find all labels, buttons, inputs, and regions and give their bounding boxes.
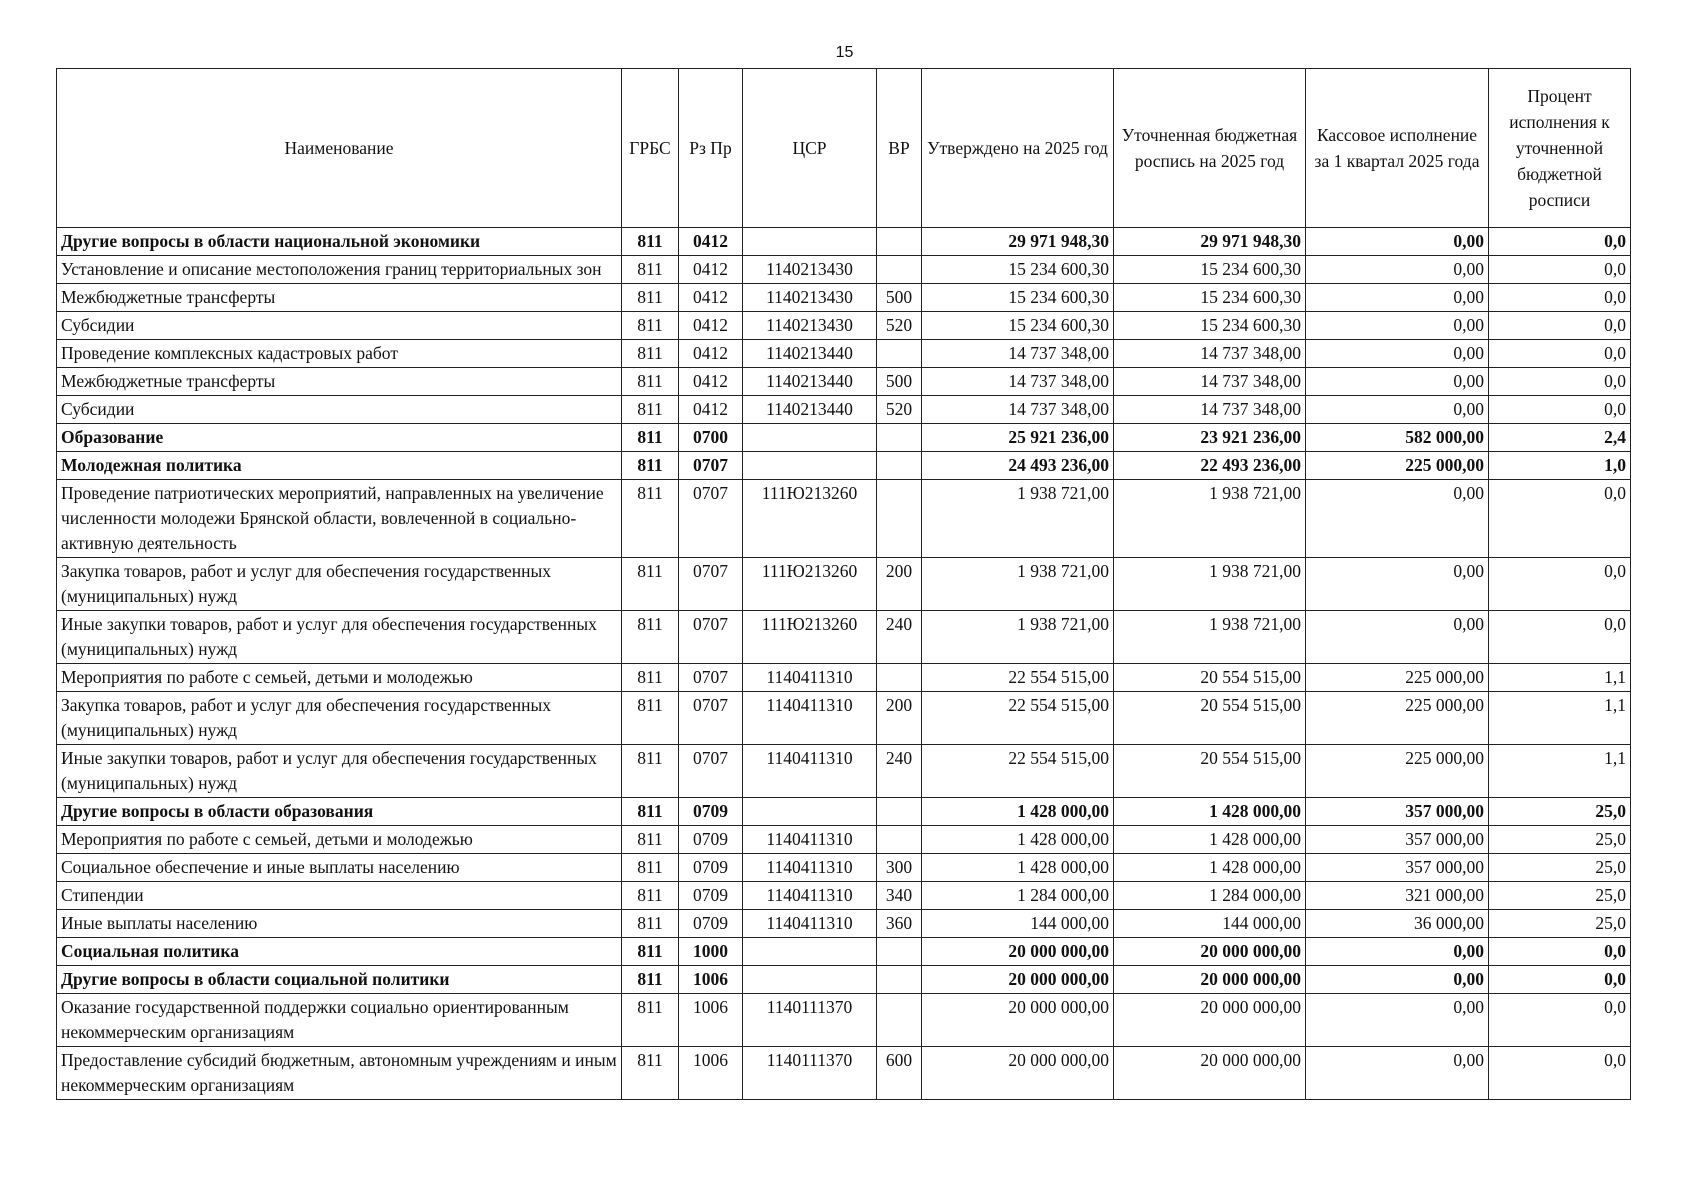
cell-vr: 300 xyxy=(877,854,922,882)
cell-name: Социальная политика xyxy=(57,938,622,966)
cell-rzpr: 0709 xyxy=(679,798,743,826)
cell-vr xyxy=(877,480,922,558)
cell-rzpr: 0709 xyxy=(679,854,743,882)
cell-approved: 20 000 000,00 xyxy=(922,938,1114,966)
cell-csr: 1140411310 xyxy=(743,882,877,910)
cell-refined: 1 938 721,00 xyxy=(1114,611,1306,664)
cell-percent: 1,1 xyxy=(1489,692,1631,745)
table-row xyxy=(57,854,1631,882)
cell-cash: 0,00 xyxy=(1306,396,1489,424)
cell-percent: 0,0 xyxy=(1489,966,1631,994)
cell-csr: 1140411310 xyxy=(743,664,877,692)
cell-refined: 14 737 348,00 xyxy=(1114,340,1306,368)
cell-refined: 1 428 000,00 xyxy=(1114,798,1306,826)
table-row xyxy=(57,994,1631,1047)
cell-percent: 25,0 xyxy=(1489,798,1631,826)
cell-approved: 1 938 721,00 xyxy=(922,611,1114,664)
cell-grbs: 811 xyxy=(622,480,679,558)
cell-rzpr: 0412 xyxy=(679,312,743,340)
cell-cash: 0,00 xyxy=(1306,938,1489,966)
cell-percent: 25,0 xyxy=(1489,826,1631,854)
cell-name: Закупка товаров, работ и услуг для обеспечения государственных (муниципальных) нужд xyxy=(57,692,622,745)
cell-approved: 20 000 000,00 xyxy=(922,994,1114,1047)
cell-approved: 1 938 721,00 xyxy=(922,480,1114,558)
cell-grbs: 811 xyxy=(622,745,679,798)
cell-vr xyxy=(877,424,922,452)
cell-rzpr: 0707 xyxy=(679,664,743,692)
cell-refined: 1 938 721,00 xyxy=(1114,480,1306,558)
cell-vr xyxy=(877,966,922,994)
cell-percent: 0,0 xyxy=(1489,368,1631,396)
cell-grbs: 811 xyxy=(622,854,679,882)
cell-rzpr: 0707 xyxy=(679,692,743,745)
cell-grbs: 811 xyxy=(622,882,679,910)
cell-csr: 1140411310 xyxy=(743,826,877,854)
cell-approved: 29 971 948,30 xyxy=(922,228,1114,256)
cell-refined: 1 428 000,00 xyxy=(1114,854,1306,882)
cell-csr: 1140411310 xyxy=(743,745,877,798)
cell-percent: 1,0 xyxy=(1489,452,1631,480)
cell-vr xyxy=(877,452,922,480)
cell-cash: 0,00 xyxy=(1306,228,1489,256)
table-row xyxy=(57,745,1631,798)
cell-grbs: 811 xyxy=(622,611,679,664)
cell-approved: 1 284 000,00 xyxy=(922,882,1114,910)
cell-rzpr: 0412 xyxy=(679,340,743,368)
cell-rzpr: 1006 xyxy=(679,1047,743,1100)
cell-grbs: 811 xyxy=(622,396,679,424)
cell-vr xyxy=(877,340,922,368)
table-row-section xyxy=(57,228,1631,256)
cell-approved: 1 428 000,00 xyxy=(922,798,1114,826)
cell-grbs: 811 xyxy=(622,826,679,854)
table-row xyxy=(57,692,1631,745)
cell-vr xyxy=(877,994,922,1047)
cell-grbs: 811 xyxy=(622,312,679,340)
cell-grbs: 811 xyxy=(622,910,679,938)
cell-refined: 20 000 000,00 xyxy=(1114,994,1306,1047)
cell-rzpr: 1006 xyxy=(679,994,743,1047)
cell-percent: 0,0 xyxy=(1489,994,1631,1047)
budget-execution-table xyxy=(56,68,1631,1100)
table-row-section xyxy=(57,966,1631,994)
cell-name: Другие вопросы в области социальной политики xyxy=(57,966,622,994)
cell-csr: 1140213440 xyxy=(743,368,877,396)
cell-percent: 2,4 xyxy=(1489,424,1631,452)
cell-cash: 0,00 xyxy=(1306,480,1489,558)
table-row xyxy=(57,312,1631,340)
cell-grbs: 811 xyxy=(622,1047,679,1100)
cell-grbs: 811 xyxy=(622,938,679,966)
cell-rzpr: 0707 xyxy=(679,611,743,664)
cell-grbs: 811 xyxy=(622,452,679,480)
cell-vr xyxy=(877,938,922,966)
cell-csr: 1140411310 xyxy=(743,910,877,938)
cell-cash: 225 000,00 xyxy=(1306,452,1489,480)
cell-grbs: 811 xyxy=(622,994,679,1047)
cell-refined: 14 737 348,00 xyxy=(1114,396,1306,424)
cell-vr xyxy=(877,798,922,826)
cell-cash: 357 000,00 xyxy=(1306,826,1489,854)
cell-refined: 20 554 515,00 xyxy=(1114,745,1306,798)
cell-refined: 1 938 721,00 xyxy=(1114,558,1306,611)
table-row xyxy=(57,1047,1631,1100)
cell-percent: 0,0 xyxy=(1489,1047,1631,1100)
header-vr: ВР xyxy=(877,69,922,228)
cell-vr: 200 xyxy=(877,692,922,745)
cell-vr: 520 xyxy=(877,312,922,340)
cell-vr: 520 xyxy=(877,396,922,424)
cell-rzpr: 1006 xyxy=(679,966,743,994)
cell-refined: 22 493 236,00 xyxy=(1114,452,1306,480)
cell-refined: 20 000 000,00 xyxy=(1114,938,1306,966)
cell-csr: 1140111370 xyxy=(743,1047,877,1100)
cell-rzpr: 0412 xyxy=(679,256,743,284)
cell-cash: 225 000,00 xyxy=(1306,745,1489,798)
cell-percent: 0,0 xyxy=(1489,312,1631,340)
cell-percent: 1,1 xyxy=(1489,745,1631,798)
table-row xyxy=(57,284,1631,312)
header-csr: ЦСР xyxy=(743,69,877,228)
cell-vr: 360 xyxy=(877,910,922,938)
cell-rzpr: 0709 xyxy=(679,826,743,854)
cell-vr xyxy=(877,228,922,256)
table-row xyxy=(57,826,1631,854)
table-row xyxy=(57,882,1631,910)
cell-name: Иные закупки товаров, работ и услуг для обеспечения государственных (муниципальных) нужд xyxy=(57,611,622,664)
cell-approved: 22 554 515,00 xyxy=(922,745,1114,798)
cell-name: Иные выплаты населению xyxy=(57,910,622,938)
cell-approved: 1 938 721,00 xyxy=(922,558,1114,611)
cell-grbs: 811 xyxy=(622,558,679,611)
cell-rzpr: 0707 xyxy=(679,745,743,798)
cell-csr: 1140411310 xyxy=(743,692,877,745)
cell-name: Межбюджетные трансферты xyxy=(57,284,622,312)
cell-csr xyxy=(743,798,877,826)
cell-csr xyxy=(743,452,877,480)
cell-grbs: 811 xyxy=(622,692,679,745)
cell-percent: 1,1 xyxy=(1489,664,1631,692)
cell-rzpr: 0707 xyxy=(679,558,743,611)
cell-name: Иные закупки товаров, работ и услуг для обеспечения государственных (муниципальных) нужд xyxy=(57,745,622,798)
cell-approved: 144 000,00 xyxy=(922,910,1114,938)
cell-csr: 111Ю213260 xyxy=(743,558,877,611)
cell-cash: 225 000,00 xyxy=(1306,692,1489,745)
cell-name: Межбюджетные трансферты xyxy=(57,368,622,396)
cell-csr: 1140213440 xyxy=(743,340,877,368)
cell-approved: 15 234 600,30 xyxy=(922,312,1114,340)
cell-percent: 25,0 xyxy=(1489,882,1631,910)
cell-approved: 15 234 600,30 xyxy=(922,284,1114,312)
cell-grbs: 811 xyxy=(622,284,679,312)
cell-csr: 1140213440 xyxy=(743,396,877,424)
cell-name: Проведение комплексных кадастровых работ xyxy=(57,340,622,368)
cell-csr xyxy=(743,228,877,256)
cell-cash: 0,00 xyxy=(1306,256,1489,284)
cell-csr xyxy=(743,966,877,994)
cell-refined: 29 971 948,30 xyxy=(1114,228,1306,256)
cell-name: Образование xyxy=(57,424,622,452)
cell-name: Социальное обеспечение и иные выплаты населению xyxy=(57,854,622,882)
cell-approved: 24 493 236,00 xyxy=(922,452,1114,480)
table-row xyxy=(57,664,1631,692)
cell-approved: 1 428 000,00 xyxy=(922,826,1114,854)
cell-approved: 1 428 000,00 xyxy=(922,854,1114,882)
cell-csr: 111Ю213260 xyxy=(743,611,877,664)
cell-csr: 1140411310 xyxy=(743,854,877,882)
cell-cash: 582 000,00 xyxy=(1306,424,1489,452)
cell-rzpr: 1000 xyxy=(679,938,743,966)
cell-cash: 321 000,00 xyxy=(1306,882,1489,910)
cell-rzpr: 0709 xyxy=(679,882,743,910)
cell-approved: 14 737 348,00 xyxy=(922,340,1114,368)
cell-vr: 240 xyxy=(877,745,922,798)
cell-refined: 15 234 600,30 xyxy=(1114,256,1306,284)
cell-cash: 0,00 xyxy=(1306,558,1489,611)
cell-approved: 15 234 600,30 xyxy=(922,256,1114,284)
cell-refined: 1 284 000,00 xyxy=(1114,882,1306,910)
table-row-section xyxy=(57,798,1631,826)
cell-vr: 240 xyxy=(877,611,922,664)
cell-percent: 0,0 xyxy=(1489,340,1631,368)
header-rzpr: Рз Пр xyxy=(679,69,743,228)
cell-rzpr: 0709 xyxy=(679,910,743,938)
cell-cash: 0,00 xyxy=(1306,340,1489,368)
cell-rzpr: 0412 xyxy=(679,396,743,424)
cell-cash: 0,00 xyxy=(1306,368,1489,396)
cell-approved: 20 000 000,00 xyxy=(922,966,1114,994)
cell-percent: 0,0 xyxy=(1489,256,1631,284)
cell-refined: 20 000 000,00 xyxy=(1114,966,1306,994)
cell-percent: 0,0 xyxy=(1489,611,1631,664)
cell-cash: 0,00 xyxy=(1306,312,1489,340)
cell-percent: 25,0 xyxy=(1489,854,1631,882)
cell-vr xyxy=(877,256,922,284)
header-name: Наименование xyxy=(57,69,622,228)
cell-cash: 0,00 xyxy=(1306,966,1489,994)
cell-refined: 20 554 515,00 xyxy=(1114,664,1306,692)
cell-refined: 15 234 600,30 xyxy=(1114,284,1306,312)
cell-name: Установление и описание местоположения границ территориальных зон xyxy=(57,256,622,284)
cell-cash: 36 000,00 xyxy=(1306,910,1489,938)
table-row-section xyxy=(57,424,1631,452)
cell-percent: 25,0 xyxy=(1489,910,1631,938)
cell-name: Проведение патриотических мероприятий, направленных на увеличение численности молодежи Брянской области, вовлеченной в социально-активную деятельность xyxy=(57,480,622,558)
cell-csr: 1140213430 xyxy=(743,312,877,340)
cell-name: Мероприятия по работе с семьей, детьми и молодежью xyxy=(57,826,622,854)
table-row xyxy=(57,368,1631,396)
cell-refined: 15 234 600,30 xyxy=(1114,312,1306,340)
cell-rzpr: 0707 xyxy=(679,480,743,558)
table-body xyxy=(57,228,1631,1100)
cell-percent: 0,0 xyxy=(1489,396,1631,424)
page-number: 15 xyxy=(835,44,854,61)
table-header xyxy=(57,69,1631,228)
cell-vr: 600 xyxy=(877,1047,922,1100)
table-row-section xyxy=(57,938,1631,966)
cell-cash: 0,00 xyxy=(1306,284,1489,312)
cell-name: Субсидии xyxy=(57,312,622,340)
cell-approved: 22 554 515,00 xyxy=(922,692,1114,745)
cell-csr: 1140111370 xyxy=(743,994,877,1047)
cell-name: Закупка товаров, работ и услуг для обеспечения государственных (муниципальных) нужд xyxy=(57,558,622,611)
cell-csr: 1140213430 xyxy=(743,284,877,312)
cell-percent: 0,0 xyxy=(1489,938,1631,966)
cell-cash: 225 000,00 xyxy=(1306,664,1489,692)
header-percent: Процент исполнения к уточненной бюджетной росписи xyxy=(1489,69,1631,228)
cell-vr: 500 xyxy=(877,284,922,312)
table-row xyxy=(57,611,1631,664)
cell-cash: 0,00 xyxy=(1306,994,1489,1047)
cell-name: Предоставление субсидий бюджетным, автономным учреждениям и иным некоммерческим организациям xyxy=(57,1047,622,1100)
cell-vr xyxy=(877,664,922,692)
cell-grbs: 811 xyxy=(622,798,679,826)
cell-percent: 0,0 xyxy=(1489,284,1631,312)
cell-grbs: 811 xyxy=(622,368,679,396)
cell-csr xyxy=(743,424,877,452)
cell-csr: 1140213430 xyxy=(743,256,877,284)
cell-percent: 0,0 xyxy=(1489,480,1631,558)
cell-csr: 111Ю213260 xyxy=(743,480,877,558)
cell-rzpr: 0412 xyxy=(679,228,743,256)
cell-approved: 22 554 515,00 xyxy=(922,664,1114,692)
cell-rzpr: 0412 xyxy=(679,368,743,396)
header-row xyxy=(57,69,1631,228)
cell-name: Другие вопросы в области образования xyxy=(57,798,622,826)
cell-name: Стипендии xyxy=(57,882,622,910)
table-row xyxy=(57,256,1631,284)
table-row xyxy=(57,558,1631,611)
cell-name: Оказание государственной поддержки социально ориентированным некоммерческим организациям xyxy=(57,994,622,1047)
cell-grbs: 811 xyxy=(622,424,679,452)
cell-percent: 0,0 xyxy=(1489,558,1631,611)
table-row xyxy=(57,340,1631,368)
cell-grbs: 811 xyxy=(622,966,679,994)
cell-name: Мероприятия по работе с семьей, детьми и молодежью xyxy=(57,664,622,692)
cell-refined: 1 428 000,00 xyxy=(1114,826,1306,854)
cell-csr xyxy=(743,938,877,966)
cell-vr: 500 xyxy=(877,368,922,396)
cell-grbs: 811 xyxy=(622,664,679,692)
header-grbs: ГРБС xyxy=(622,69,679,228)
cell-vr: 200 xyxy=(877,558,922,611)
table-row xyxy=(57,910,1631,938)
cell-vr xyxy=(877,826,922,854)
cell-cash: 357 000,00 xyxy=(1306,798,1489,826)
header-cash: Кассовое исполнение за 1 квартал 2025 года xyxy=(1306,69,1489,228)
cell-rzpr: 0707 xyxy=(679,452,743,480)
cell-grbs: 811 xyxy=(622,256,679,284)
cell-refined: 20 000 000,00 xyxy=(1114,1047,1306,1100)
cell-approved: 14 737 348,00 xyxy=(922,368,1114,396)
cell-rzpr: 0700 xyxy=(679,424,743,452)
cell-cash: 0,00 xyxy=(1306,611,1489,664)
cell-name: Субсидии xyxy=(57,396,622,424)
cell-refined: 144 000,00 xyxy=(1114,910,1306,938)
header-approved: Утверждено на 2025 год xyxy=(922,69,1114,228)
cell-percent: 0,0 xyxy=(1489,228,1631,256)
cell-vr: 340 xyxy=(877,882,922,910)
cell-name: Молодежная политика xyxy=(57,452,622,480)
cell-cash: 0,00 xyxy=(1306,1047,1489,1100)
table-row xyxy=(57,396,1631,424)
cell-cash: 357 000,00 xyxy=(1306,854,1489,882)
cell-rzpr: 0412 xyxy=(679,284,743,312)
header-refined: Уточненная бюджетная роспись на 2025 год xyxy=(1114,69,1306,228)
cell-refined: 23 921 236,00 xyxy=(1114,424,1306,452)
table-row xyxy=(57,480,1631,558)
cell-approved: 25 921 236,00 xyxy=(922,424,1114,452)
cell-approved: 20 000 000,00 xyxy=(922,1047,1114,1100)
cell-refined: 20 554 515,00 xyxy=(1114,692,1306,745)
cell-approved: 14 737 348,00 xyxy=(922,396,1114,424)
cell-refined: 14 737 348,00 xyxy=(1114,368,1306,396)
cell-grbs: 811 xyxy=(622,340,679,368)
cell-name: Другие вопросы в области национальной экономики xyxy=(57,228,622,256)
table-row-section xyxy=(57,452,1631,480)
cell-grbs: 811 xyxy=(622,228,679,256)
